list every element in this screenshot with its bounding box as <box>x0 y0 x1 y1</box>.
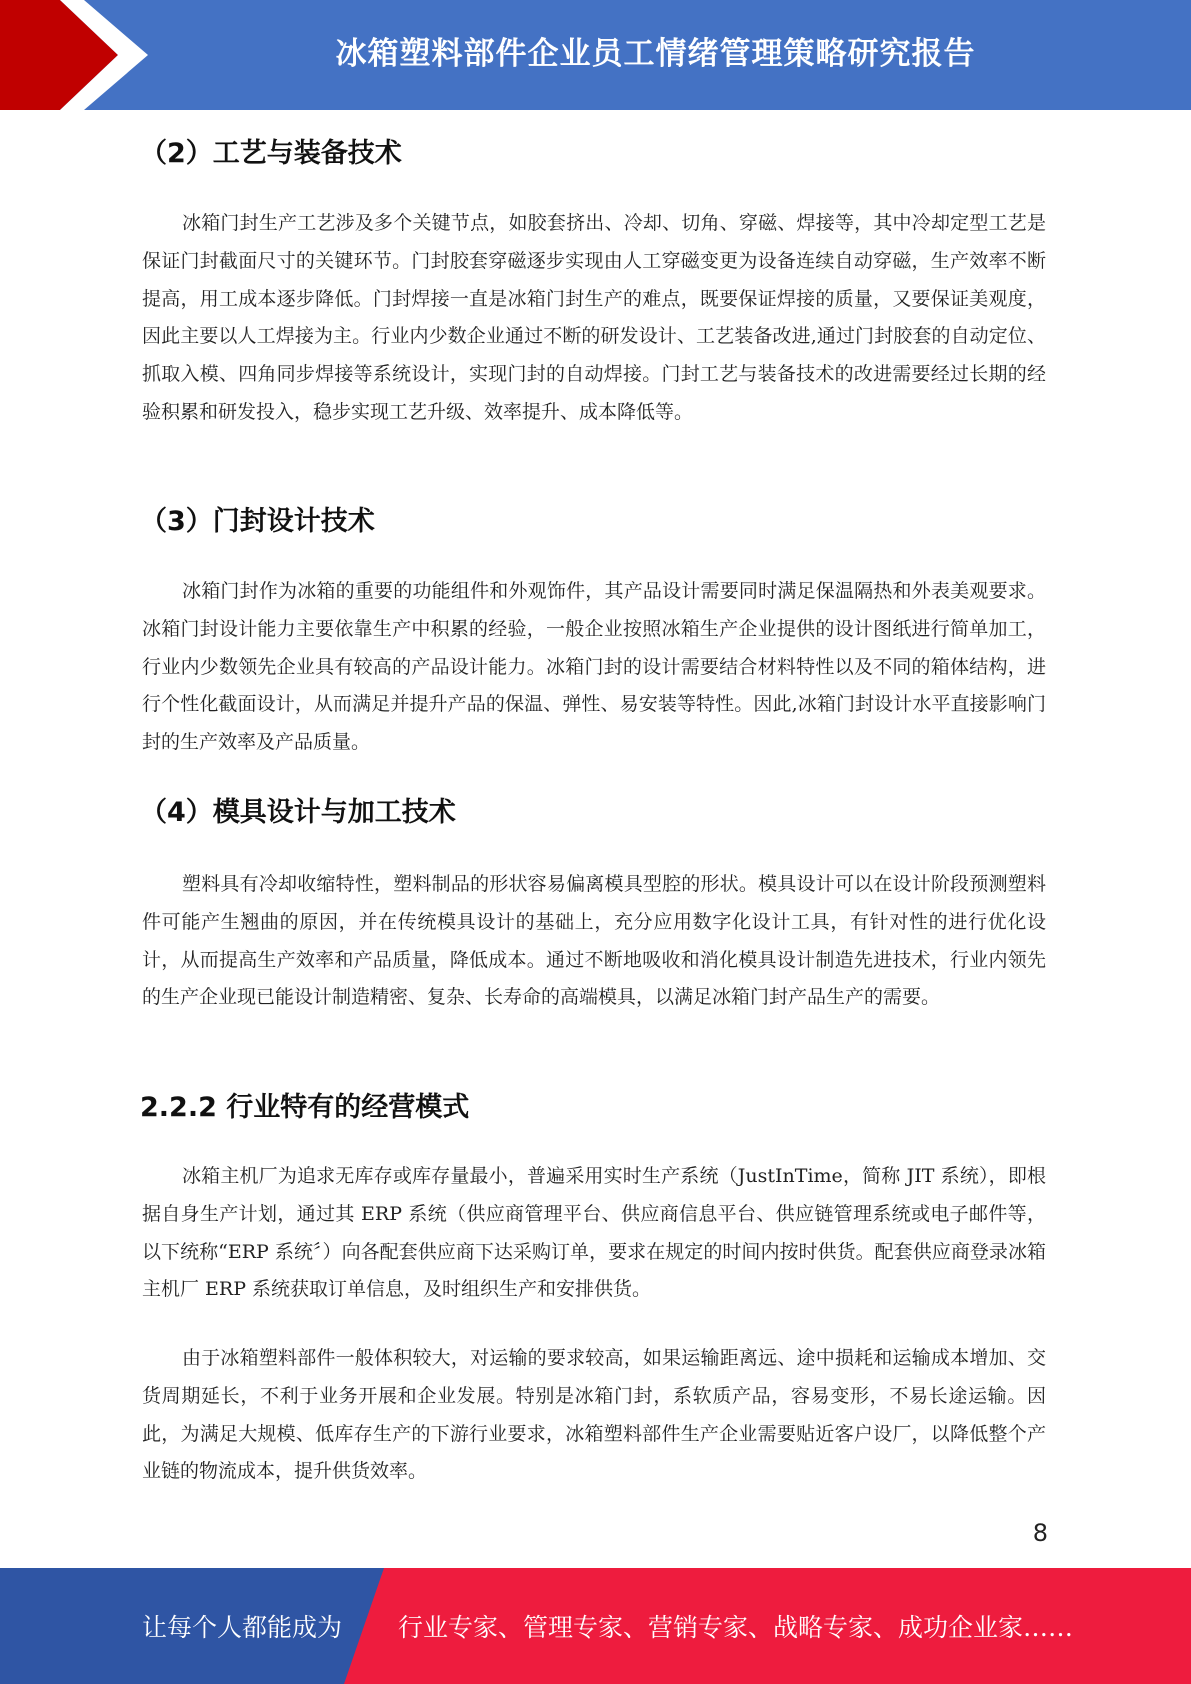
page-number: 8 <box>1032 1519 1048 1547</box>
section-heading-process-equipment: （2）工艺与装备技术 <box>140 138 402 169</box>
paragraph: 塑料具有冷却收缩特性，塑料制品的形状容易偏离模具型腔的形状。模具设计可以在设计阶段预测塑料件可能产生翘曲的原因，并在传统模具设计的基础上，充分应用数字化设计工具，有针对性的进行优化设计，从而提高生产效率和产品质量，降低成本。通过不断地吸收和消化模具设计制造先进技术，行业内领先的生产企业现已能设计制造精密、复杂、长寿命的高端模具，以满足冰箱门封产品生产的需要。 <box>142 873 1046 1009</box>
footer-slogan-right: 行业专家、管理专家、营销专家、战略专家、成功企业家…… <box>398 1613 1074 1642</box>
section-heading-mold-design: （4）模具设计与加工技术 <box>140 797 456 828</box>
paragraph: 冰箱门封作为冰箱的重要的功能组件和外观饰件，其产品设计需要同时满足保温隔热和外表美观要求。冰箱门封设计能力主要依靠生产中积累的经验，一般企业按照冰箱生产企业提供的设计图纸进行简单加工，行业内少数领先企业具有较高的产品设计能力。冰箱门封的设计需要结合材料特性以及不同的箱体结构，进行个性化截面设计，从而满足并提升产品的保温、弹性、易安装等特性。因此,冰箱门封设计水平直接影响门封的生产效率及产品质量。 <box>142 580 1046 754</box>
header-arrow-decoration <box>0 0 200 110</box>
report-title: 冰箱塑料部件企业员工情绪管理策略研究报告 <box>335 35 976 72</box>
footer-slogan-left: 让每个人都能成为 <box>142 1613 343 1642</box>
paragraph: 由于冰箱塑料部件一般体积较大，对运输的要求较高，如果运输距离远、途中损耗和运输成本增加、交货周期延长，不利于业务开展和企业发展。特别是冰箱门封，系软质产品，容易变形，不易长途运输。因此，为满足大规模、低库存生产的下游行业要求，冰箱塑料部件生产企业需要贴近客户设厂，以降低整个产业链的物流成本，提升供货效率。 <box>142 1347 1046 1483</box>
footer-banner <box>0 1568 1191 1684</box>
header-banner <box>0 0 1191 110</box>
section-heading-business-model: 2.2.2 行业特有的经营模式 <box>140 1092 470 1123</box>
paragraph: 冰箱主机厂为追求无库存或库存量最小，普遍采用实时生产系统（JustInTime，简称 JIT 系统），即根据自身生产计划，通过其 ERP 系统（供应商管理平台、供应商信息平台、供应链管理系统或电子邮件等，以下统称“ERP 系统〞）向各配套供应商下达采购订单，要求在规定的时间内按时供货。配套供应商登录冰箱主机厂 ERP 系统获取订单信息，及时组织生产和安排供货。 <box>142 1165 1046 1301</box>
paragraph: 冰箱门封生产工艺涉及多个关键节点，如胶套挤出、冷却、切角、穿磁、焊接等，其中冷却定型工艺是保证门封截面尺寸的关键环节。门封胶套穿磁逐步实现由人工穿磁变更为设备连续自动穿磁，生产效率不断提高，用工成本逐步降低。门封焊接一直是冰箱门封生产的难点，既要保证焊接的质量，又要保证美观度，因此主要以人工焊接为主。行业内少数企业通过不断的研发设计、工艺装备改进,通过门封胶套的自动定位、抓取入模、四角同步焊接等系统设计，实现门封的自动焊接。门封工艺与装备技术的改进需要经过长期的经验积累和研发投入，稳步实现工艺升级、效率提升、成本降低等。 <box>142 212 1046 423</box>
section-heading-door-seal-design: （3）门封设计技术 <box>140 506 375 537</box>
